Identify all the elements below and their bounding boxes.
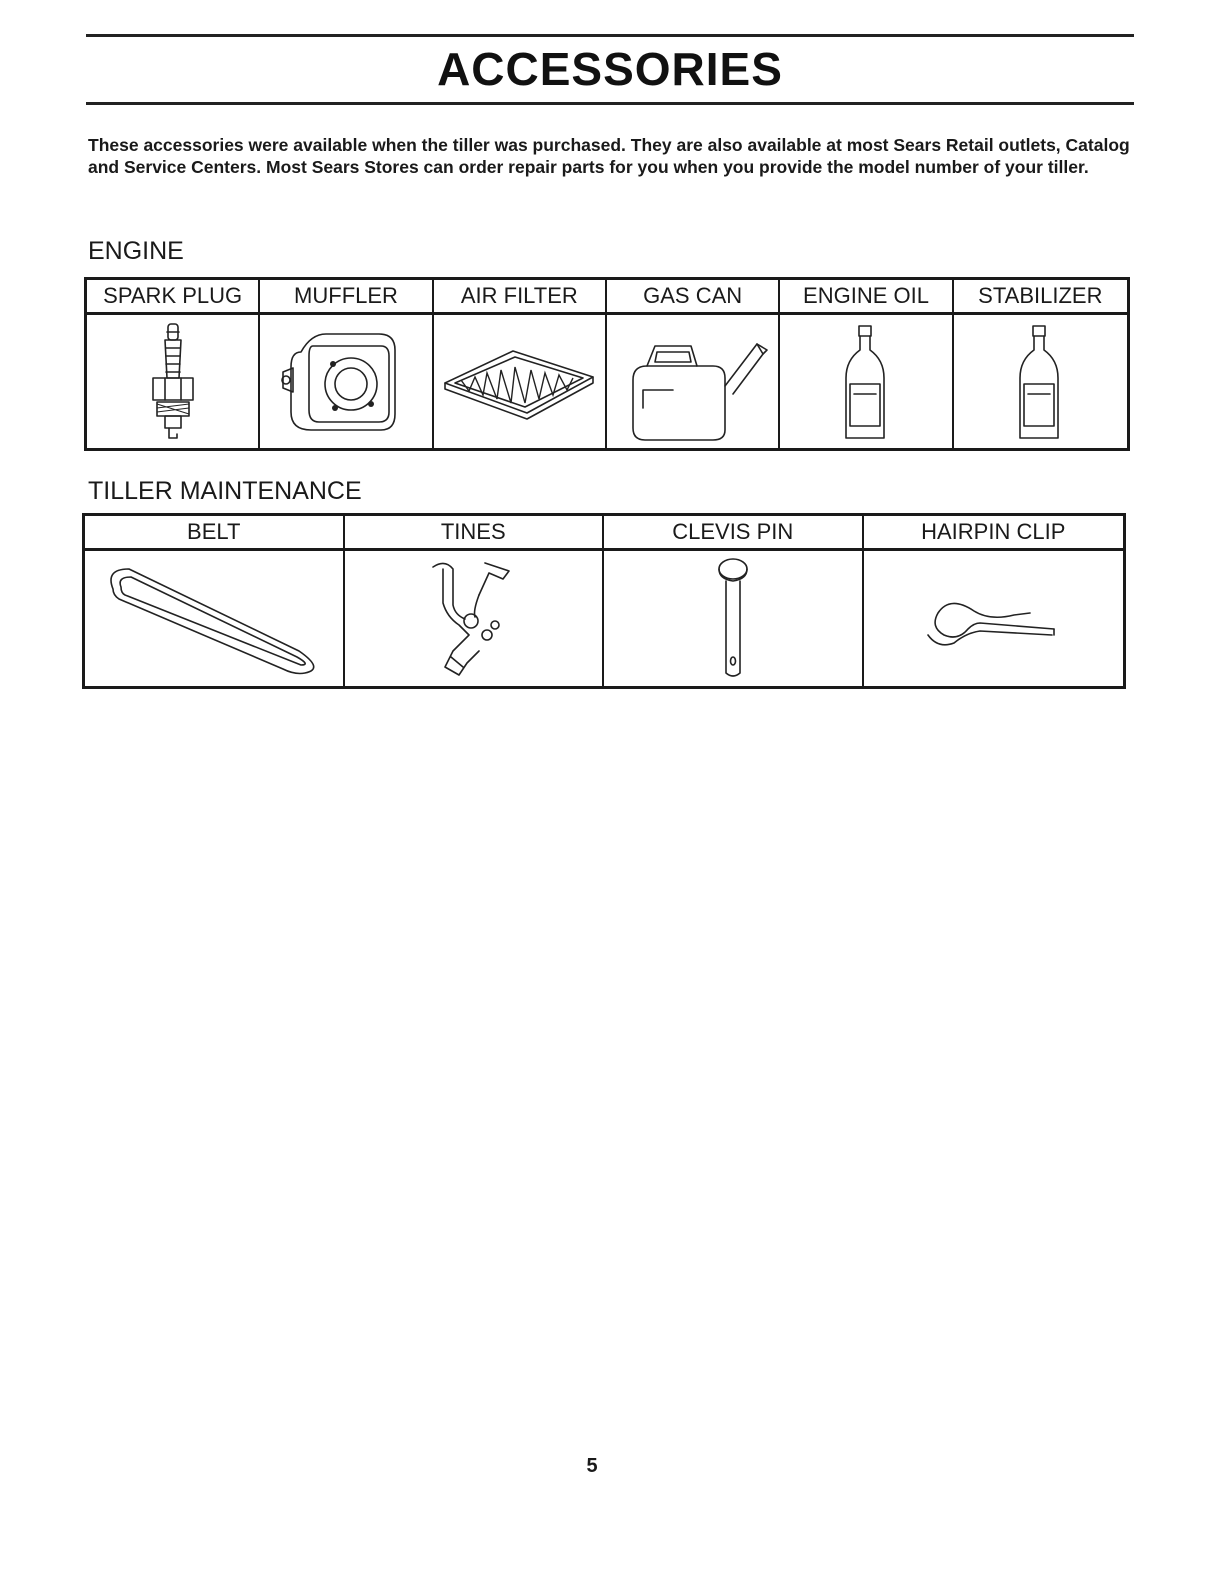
engine-accessories-table [84, 277, 1130, 451]
engine-section-title: ENGINE [88, 237, 184, 265]
gas-can-cell [607, 315, 780, 448]
tiller-header-hairpin-clip: HAIRPIN CLIP [864, 516, 1124, 551]
tiller-header-clevis-pin: CLEVIS PIN [604, 516, 864, 551]
air-filter-cell [434, 315, 607, 448]
page-number: 5 [586, 1455, 598, 1477]
top-rule [86, 34, 1134, 37]
tines-icon [413, 555, 533, 683]
hairpin-clip-icon [918, 579, 1068, 659]
title-underline-rule [86, 102, 1134, 105]
clevis-pin-icon [703, 555, 763, 683]
stabilizer-cell [954, 315, 1127, 448]
engine-header-air-filter: AIR FILTER [434, 280, 607, 315]
muffler-cell [260, 315, 433, 448]
spark-plug-icon [143, 320, 203, 444]
hairpin-clip-cell [864, 551, 1124, 686]
clevis-pin-cell [604, 551, 864, 686]
muffler-icon [271, 322, 421, 442]
oil-bottle-icon [836, 320, 896, 444]
tines-cell [345, 551, 605, 686]
engine-oil-cell [780, 315, 953, 448]
belt-icon [99, 559, 329, 679]
engine-header-spark-plug: SPARK PLUG [87, 280, 260, 315]
engine-header-muffler: MUFFLER [260, 280, 433, 315]
gas-can-icon [613, 320, 773, 444]
engine-header-stabilizer: STABILIZER [954, 280, 1127, 315]
intro-paragraph: These accessories were available when the tiller was purchased. They are also available at most Sears Retail outlets, Catalog and Service Centers. Most Sears Stores can order repair parts for you when you provide the model number of your tiller. [88, 135, 1130, 177]
spark-plug-cell [87, 315, 260, 448]
engine-header-engine-oil: ENGINE OIL [780, 280, 953, 315]
tiller-maintenance-section-title: TILLER MAINTENANCE [88, 477, 362, 505]
belt-cell [85, 551, 345, 686]
tiller-header-tines: TINES [345, 516, 605, 551]
tiller-header-belt: BELT [85, 516, 345, 551]
stabilizer-bottle-icon [1010, 320, 1070, 444]
tiller-maintenance-table [82, 513, 1126, 689]
engine-header-gas-can: GAS CAN [607, 280, 780, 315]
page-title: ACCESSORIES [437, 43, 783, 95]
air-filter-icon [439, 337, 599, 427]
